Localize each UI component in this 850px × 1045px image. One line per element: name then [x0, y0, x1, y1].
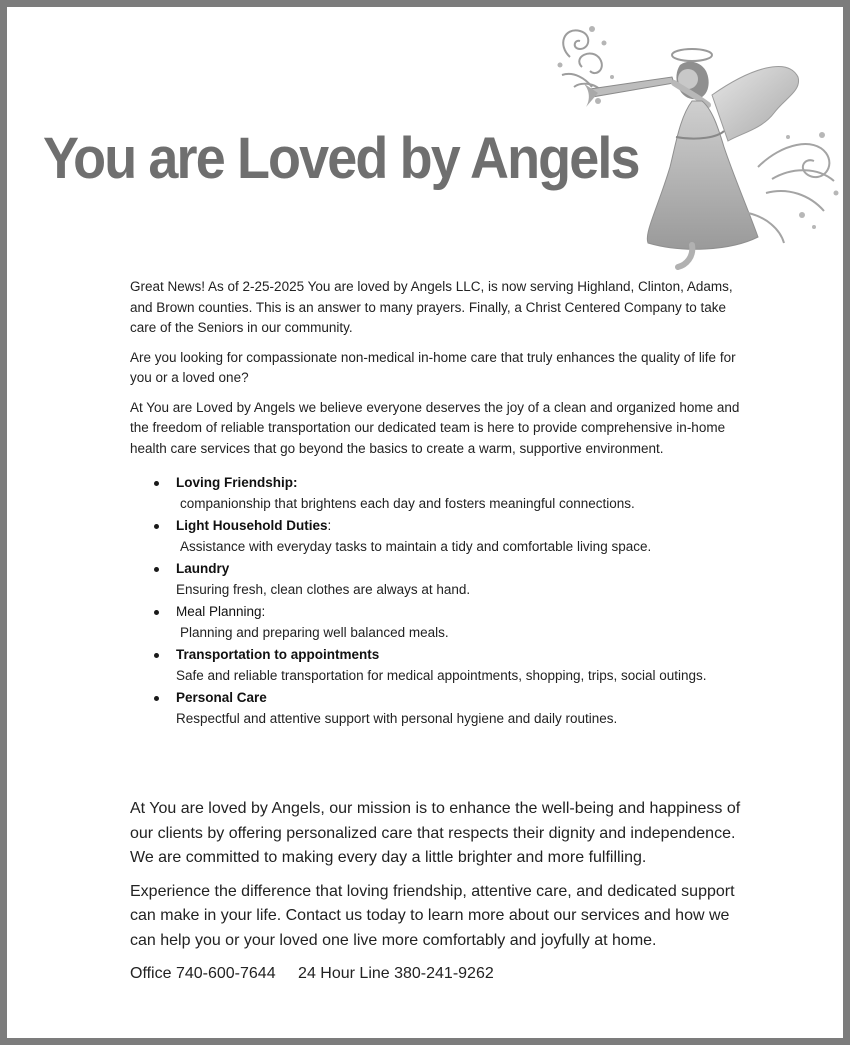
service-title-suffix: :: [327, 518, 332, 533]
contact-invite-paragraph: Experience the difference that loving friendship, attentive care, and dedicated support can make in your life. Contact us today to learn more about our services and how we can help you or your loved one live more comfortably and joyfully at home.: [130, 882, 735, 949]
bullet-icon: [154, 567, 159, 572]
intro-section: [130, 277, 740, 731]
list-item: [154, 688, 740, 729]
list-item: [154, 473, 740, 514]
office-phone: Office 740-600-7644: [130, 965, 276, 982]
service-description: companionship that brightens each day and fosters meaningful connections.: [180, 495, 635, 511]
list-item: [154, 516, 740, 557]
service-description: Respectful and attentive support with personal hygiene and daily routines.: [176, 710, 618, 726]
bullet-icon: [154, 653, 159, 658]
service-title: Meal Planning:: [176, 604, 266, 619]
bullet-icon: [154, 696, 159, 701]
intro-paragraph-news: Great News! As of 2-25-2025 You are loved by Angels LLC, is now serving Highland, Clinton, Adams, and Brown counties. This is an answer to many prayers. Finally, a Christ Centered Company to take care of the Seniors in our community.: [130, 279, 733, 335]
headline: You are Loved by Angels: [43, 126, 639, 191]
service-title: Loving Friendship:: [176, 475, 298, 490]
bullet-icon: [154, 610, 159, 615]
service-title: Laundry: [176, 561, 230, 576]
bullet-icon: [154, 481, 159, 486]
list-item: [154, 559, 740, 600]
service-title: [176, 516, 740, 537]
service-title: Transportation to appointments: [176, 647, 380, 662]
intro-paragraph-question: Are you looking for compassionate non-medical in-home care that truly enhances the quality of life for you or a loved one?: [130, 349, 736, 385]
list-item: [154, 602, 740, 643]
hotline-phone: 24 Hour Line 380-241-9262: [298, 965, 494, 982]
list-item: [154, 645, 740, 686]
mission-section: [130, 797, 750, 987]
contact-line: [130, 962, 750, 987]
service-description: Ensuring fresh, clean clothes are always at hand.: [176, 581, 471, 597]
bullet-icon: [154, 524, 159, 529]
services-list: [130, 473, 740, 729]
service-description: Assistance with everyday tasks to maintain a tidy and comfortable living space.: [180, 538, 652, 554]
intro-paragraph-belief: At You are Loved by Angels we believe everyone deserves the joy of a clean and organized home and the freedom of reliable transportation our dedicated team is here to provide comprehensive in-home health care services that go beyond the basics to create a warm, supportive environment.: [130, 399, 740, 456]
service-title-text: Light Household Duties: [176, 518, 328, 533]
service-title: Personal Care: [176, 690, 267, 705]
angel-trumpet-illustration: [552, 17, 842, 272]
service-description: Planning and preparing well balanced meals.: [180, 624, 449, 640]
service-description: Safe and reliable transportation for medical appointments, shopping, trips, social outings.: [176, 667, 707, 683]
mission-paragraph: At You are loved by Angels, our mission is to enhance the well-being and happiness of our clients by offering personalized care that respects their dignity and independence. We are committed to making every day a little brighter and more fulfilling.: [130, 800, 741, 866]
